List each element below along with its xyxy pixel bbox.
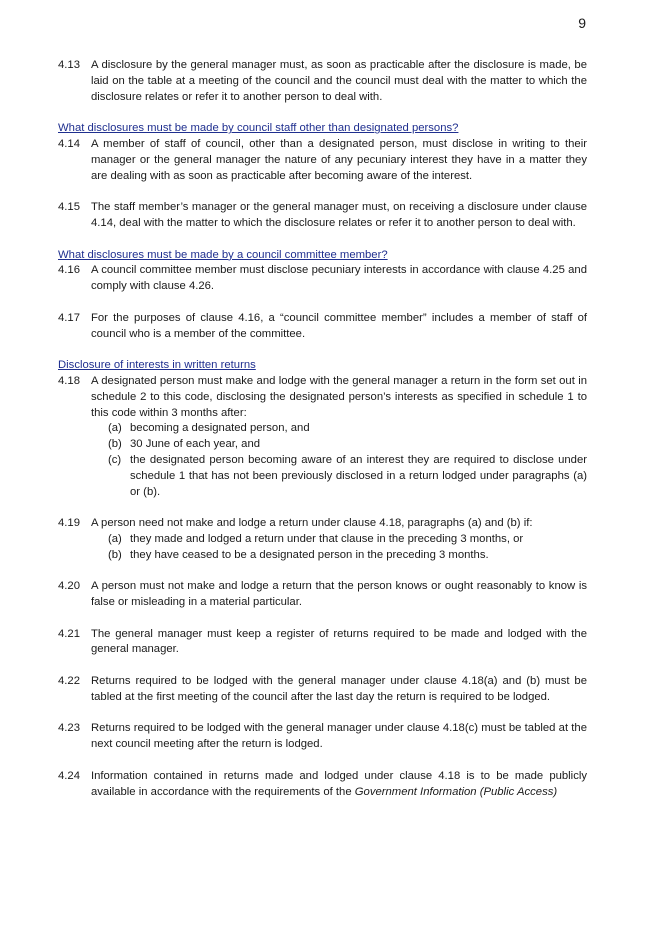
clause-text: Returns required to be lodged with the general manager under clause 4.18(a) and (b) must be tabled at the first meeting of the council after the last day the return is required to be lodged. [91, 675, 587, 703]
clause-text: A member of staff of council, other than a designated person, must disclose in writing to their manager or the general manager the nature of any pecuniary interest they have in a matter they are dealing with as soon as practicable after becoming aware of the interest. [91, 137, 587, 182]
sub-list [58, 421, 587, 500]
list-item [58, 532, 587, 548]
clause-4-13 [58, 58, 587, 105]
item-text: they made and lodged a return under that clause in the preceding 3 months, or [130, 532, 524, 545]
sub-list [58, 532, 587, 564]
item-label: (a) [108, 422, 122, 435]
clause-number: 4.15 [58, 201, 80, 214]
list-item [58, 453, 587, 500]
clause-4-18 [58, 374, 587, 500]
clause-4-20 [58, 579, 587, 611]
item-label: (a) [108, 532, 122, 545]
clause-number: 4.23 [58, 722, 80, 735]
clause-4-17 [58, 311, 587, 343]
clause-4-21 [58, 627, 587, 659]
clause-4-14 [58, 137, 587, 184]
clause-number: 4.16 [58, 264, 80, 277]
clause-4-22 [58, 674, 587, 706]
clause-number: 4.13 [58, 59, 80, 71]
clause-number: 4.14 [58, 137, 80, 150]
clause-number: 4.17 [58, 311, 80, 324]
clause-text: For the purposes of clause 4.16, a “council committee member” includes a member of staff of council who is a member of the committee. [91, 311, 587, 340]
list-item [58, 548, 587, 564]
clause-text-body: Information contained in returns made and lodged under clause 4.18 is to be made publicly available in accordance with the requirements of the [91, 769, 587, 798]
list-item [58, 421, 587, 437]
document-body [58, 58, 587, 816]
clause-text: A disclosure by the general manager must, as soon as practicable after the disclosure is made, be laid on the table at a meeting of the council and the council must deal with the matter to which the disclosure relates or refer it to another person to deal with. [91, 59, 587, 103]
clause-4-23 [58, 721, 587, 753]
item-text: the designated person becoming aware of an interest they are required to disclose under schedule 1 that has not been previously disclosed in a return lodged under paragraphs (a) or (b). [130, 453, 587, 498]
act-title: Government Information (Public Access) [354, 785, 558, 798]
clause-number: 4.21 [58, 627, 80, 640]
clause-text: A council committee member must disclose pecuniary interests in accordance with clause 4.25 and comply with clause 4.26. [91, 264, 587, 293]
heading-written-returns: Disclosure of interests in written returns [58, 359, 256, 372]
item-text: becoming a designated person, and [130, 422, 310, 435]
page-number: 9 [578, 15, 586, 31]
clause-4-24 [58, 769, 587, 801]
clause-text: Returns required to be lodged with the general manager under clause 4.18(c) must be tabled at the next council meeting after the return is lodged. [91, 722, 587, 751]
clause-number: 4.18 [58, 374, 80, 387]
clause-4-19 [58, 516, 587, 563]
clause-text: A person must not make and lodge a return that the person knows or ought reasonably to know is false or misleading in a material particular. [91, 580, 587, 609]
item-label: (b) [108, 438, 122, 451]
item-label: (b) [108, 548, 122, 561]
heading-staff-disclosures: What disclosures must be made by council staff other than designated persons? [58, 122, 459, 135]
item-label: (c) [108, 453, 122, 466]
clause-4-16 [58, 263, 587, 295]
clause-number: 4.19 [58, 517, 80, 530]
clause-4-15 [58, 200, 587, 232]
clause-text: A designated person must make and lodge with the general manager a return in the form set out in schedule 2 to this code, disclosing the designated person’s interests as specified in schedule 1 to this code within 3 months after: [91, 374, 587, 419]
clause-text: A person need not make and lodge a return under clause 4.18, paragraphs (a) and (b) if: [91, 517, 533, 530]
clause-text: The general manager must keep a register of returns required to be made and lodged with the general manager. [91, 627, 587, 656]
clause-number: 4.24 [58, 769, 80, 782]
list-item [58, 437, 587, 453]
item-text: 30 June of each year, and [130, 438, 261, 451]
clause-number: 4.22 [58, 675, 80, 688]
clause-text [91, 769, 587, 801]
clause-number: 4.20 [58, 580, 80, 593]
heading-committee-disclosures: What disclosures must be made by a council committee member? [58, 248, 388, 261]
item-text: they have ceased to be a designated person in the preceding 3 months. [130, 548, 489, 561]
clause-text: The staff member’s manager or the general manager must, on receiving a disclosure under clause 4.14, deal with the matter to which the disclosure relates or refer it to another person to deal with. [91, 201, 587, 229]
